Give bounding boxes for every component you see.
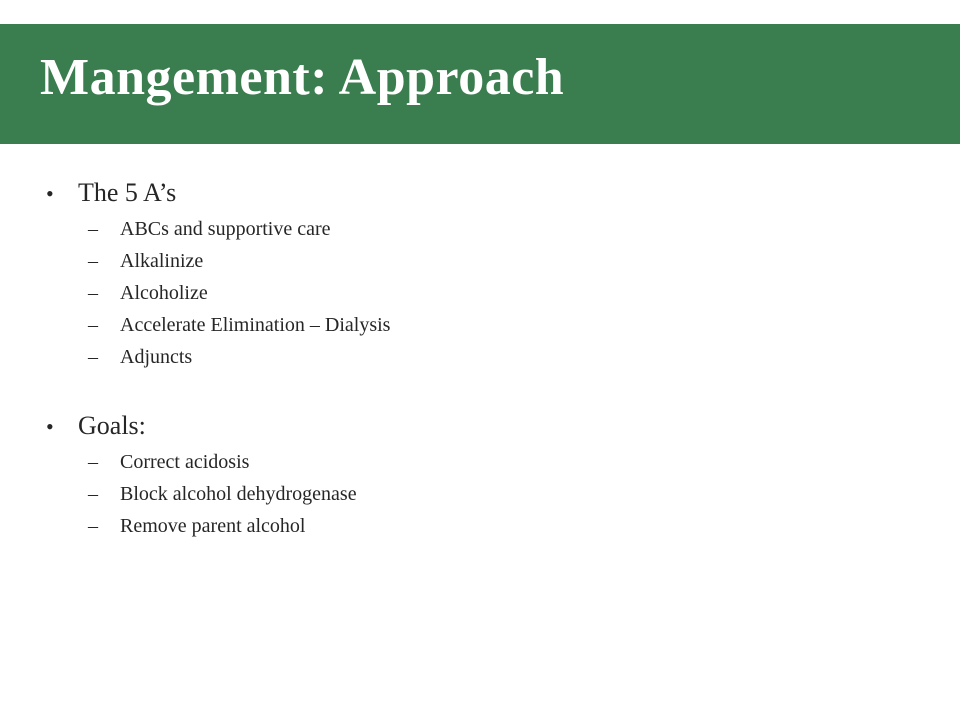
bullet-item [46, 174, 906, 213]
sub-item-text: Remove parent alcohol [120, 515, 306, 537]
sub-item-text: Alkalinize [120, 250, 204, 272]
dash-marker: – [88, 250, 98, 272]
bullet-dot: • [46, 181, 54, 206]
dash-marker: – [88, 483, 98, 505]
section-five-as [46, 174, 906, 373]
dash-marker: – [88, 218, 98, 240]
bullet-heading: Goals: [78, 411, 146, 440]
slide-content [46, 174, 906, 576]
sub-list-item [88, 245, 906, 277]
sub-list [46, 213, 906, 373]
sub-list-item [88, 277, 906, 309]
sub-list-item [88, 309, 906, 341]
slide-title: Mangement: Approach [40, 49, 565, 106]
sub-item-text: Adjuncts [120, 346, 193, 368]
sub-list-item [88, 341, 906, 373]
dash-marker: – [88, 346, 98, 368]
dash-marker: – [88, 282, 98, 304]
sub-item-text: Block alcohol dehydrogenase [120, 483, 357, 505]
sub-list [46, 446, 906, 542]
section-goals [46, 407, 906, 542]
dash-marker: – [88, 314, 98, 336]
bullet-dot: • [46, 414, 54, 439]
sub-item-text: Correct acidosis [120, 451, 250, 473]
sub-item-text: Accelerate Elimination – Dialysis [120, 314, 391, 336]
sub-list-item [88, 510, 906, 542]
sub-item-text: ABCs and supportive care [120, 218, 331, 240]
sub-list-item [88, 478, 906, 510]
sub-list-item [88, 446, 906, 478]
bullet-item [46, 407, 906, 446]
dash-marker: – [88, 451, 98, 473]
bullet-heading: The 5 A’s [78, 178, 177, 207]
sub-item-text: Alcoholize [120, 282, 208, 304]
sub-list-item [88, 213, 906, 245]
dash-marker: – [88, 515, 98, 537]
